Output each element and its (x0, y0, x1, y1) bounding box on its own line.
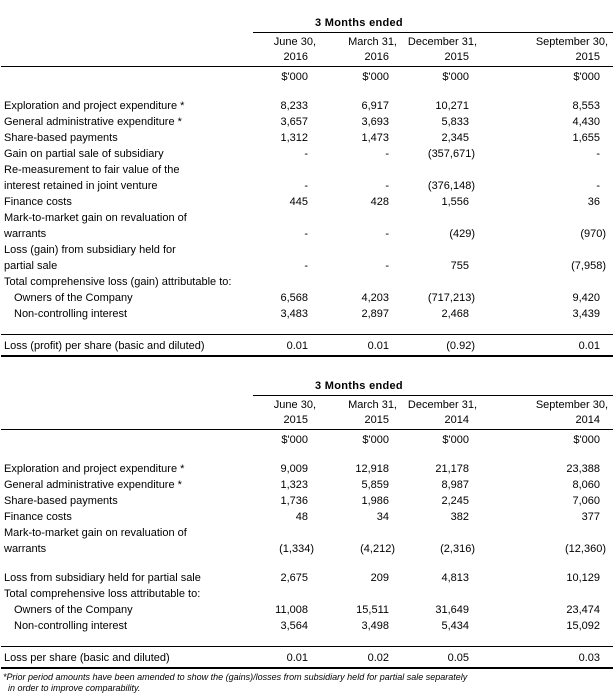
table-row (1, 273, 613, 289)
table-row (1, 601, 613, 617)
row-label: Mark-to-market gain on revaluation of (4, 527, 187, 539)
table-row (1, 97, 613, 113)
value-cell (321, 273, 402, 289)
column-date: June 30, (273, 399, 316, 411)
value-cell (321, 585, 402, 601)
value-cell (402, 585, 482, 601)
row-label: Finance costs (4, 196, 72, 208)
value-cell: 23,388 (566, 463, 600, 475)
value-cell: 48 (295, 511, 308, 523)
value-cell (482, 241, 613, 257)
value-cell: - (385, 180, 389, 192)
unit-label: $'000 (573, 71, 600, 83)
row-label-empty (1, 49, 253, 67)
table-row (1, 460, 613, 476)
spacer-row (1, 633, 613, 647)
per-share-value: 0.01 (482, 335, 613, 357)
row-label: Mark-to-market gain on revaluation of (4, 212, 187, 224)
value-cell (321, 209, 402, 225)
value-cell (482, 524, 613, 540)
value-cell: (376,148) (427, 180, 475, 192)
column-years-row (1, 412, 613, 430)
row-label: Owners of the Company (14, 292, 133, 304)
value-cell (253, 209, 321, 225)
table-row (1, 524, 613, 540)
column-year: 2016 (321, 49, 402, 67)
table-row (1, 585, 613, 601)
table-row (1, 209, 613, 225)
per-share-value: 0.02 (321, 647, 402, 669)
row-label: Finance costs (4, 511, 72, 523)
value-cell: 9,420 (572, 292, 600, 304)
row-label-empty (1, 430, 253, 448)
row-label: warrants (4, 228, 47, 240)
unit-label: $'000 (442, 434, 469, 446)
spacer-cell (1, 556, 613, 569)
period-header: 3 Months ended (253, 371, 613, 396)
spacer-cell (1, 633, 613, 647)
value-cell: 7,060 (572, 495, 600, 507)
table-row (1, 476, 613, 492)
value-cell (482, 161, 613, 177)
value-cell: 8,060 (572, 479, 600, 491)
value-cell: 2,468 (441, 308, 469, 320)
value-cell (321, 524, 402, 540)
value-cell: 382 (450, 511, 469, 523)
value-cell: 31,649 (435, 604, 469, 616)
value-cell: 8,987 (441, 479, 469, 491)
quarterly-results-table-2 (1, 371, 613, 669)
value-cell: 9,009 (280, 463, 308, 475)
footnote-line-1: *Prior period amounts have been amended to show the (gains)/losses from subsidiary held for partial sale separately (3, 672, 468, 682)
row-label: Owners of the Company (14, 604, 133, 616)
row-label-empty (1, 8, 253, 33)
column-year: 2015 (402, 49, 482, 67)
column-date: June 30, (273, 36, 316, 48)
value-cell: (357,671) (427, 148, 475, 160)
per-share-value: 0.01 (253, 647, 321, 669)
value-cell: 15,511 (356, 604, 389, 616)
value-cell: (429) (449, 228, 475, 240)
table-row (1, 193, 613, 209)
spacer-cell (1, 84, 613, 97)
value-cell: 10,271 (435, 100, 469, 112)
value-cell (253, 161, 321, 177)
table-row (1, 161, 613, 177)
row-label: interest retained in joint venture (4, 180, 158, 192)
row-label-empty (1, 396, 253, 413)
table-row (1, 508, 613, 524)
row-label: Gain on partial sale of subsidiary (4, 148, 164, 160)
row-label: Exploration and project expenditure * (4, 463, 185, 475)
row-label: Total comprehensive loss attributable to: (4, 588, 201, 600)
value-cell: 11,008 (275, 604, 308, 616)
per-share-value: 0.01 (253, 335, 321, 357)
spacer-row (1, 447, 613, 460)
value-cell: - (304, 180, 308, 192)
footnote (1, 672, 614, 694)
row-label-empty (1, 33, 253, 50)
value-cell: 3,483 (280, 308, 308, 320)
value-cell: 2,675 (280, 572, 308, 584)
value-cell: 1,986 (361, 495, 389, 507)
value-cell: 2,345 (441, 132, 469, 144)
column-date: March 31, (348, 399, 397, 411)
row-label: General administrative expenditure * (4, 479, 182, 491)
value-cell: - (304, 260, 308, 272)
value-cell (253, 585, 321, 601)
table-row (1, 113, 613, 129)
period-header-row (1, 8, 613, 33)
value-cell: 1,655 (572, 132, 600, 144)
value-cell (482, 209, 613, 225)
table-row (1, 257, 613, 273)
value-cell (402, 273, 482, 289)
per-share-row (1, 647, 613, 669)
value-cell: 2,245 (441, 495, 469, 507)
period-header-row (1, 371, 613, 396)
row-label: Non-controlling interest (14, 308, 128, 320)
per-share-value: 0.01 (321, 335, 402, 357)
column-dates-row (1, 396, 613, 413)
value-cell (482, 273, 613, 289)
value-cell: 8,233 (280, 100, 308, 112)
value-cell: (7,958) (571, 260, 606, 272)
row-label: Share-based payments (4, 495, 118, 507)
table-row (1, 289, 613, 305)
value-cell (321, 241, 402, 257)
value-cell: 5,859 (361, 479, 389, 491)
value-cell: (4,212) (360, 543, 395, 555)
value-cell: 1,323 (280, 479, 308, 491)
value-cell: 755 (450, 260, 469, 272)
unit-label: $'000 (281, 71, 308, 83)
per-share-label: Loss per share (basic and diluted) (1, 647, 253, 669)
value-cell: - (385, 148, 389, 160)
value-cell (402, 209, 482, 225)
value-cell (321, 161, 402, 177)
row-label: Re-measurement to fair value of the (4, 164, 180, 176)
value-cell: 3,657 (280, 116, 308, 128)
units-row (1, 67, 613, 85)
units-row (1, 430, 613, 448)
row-label-empty (1, 412, 253, 430)
value-cell: 3,439 (572, 308, 600, 320)
value-cell: 21,178 (435, 463, 469, 475)
value-cell: (717,213) (427, 292, 475, 304)
table-row (1, 241, 613, 257)
value-cell: (970) (580, 228, 606, 240)
value-cell (253, 273, 321, 289)
value-cell: 15,092 (566, 620, 600, 632)
value-cell (253, 241, 321, 257)
column-year: 2014 (482, 412, 613, 430)
column-date: September 30, (535, 399, 608, 411)
per-share-label: Loss (profit) per share (basic and diluted) (1, 335, 253, 357)
value-cell: - (304, 228, 308, 240)
value-cell: 36 (587, 196, 600, 208)
row-label: General administrative expenditure * (4, 116, 182, 128)
value-cell (402, 161, 482, 177)
spacer-cell (1, 447, 613, 460)
value-cell: 428 (370, 196, 389, 208)
quarterly-tables-host (1, 8, 614, 669)
unit-label: $'000 (442, 71, 469, 83)
value-cell: (1,334) (279, 543, 314, 555)
column-year: 2016 (253, 49, 321, 67)
value-cell: 4,430 (572, 116, 600, 128)
value-cell: 6,568 (280, 292, 308, 304)
table-row (1, 569, 613, 585)
quarterly-results-table-1 (1, 8, 613, 357)
column-date: December 31, (407, 36, 477, 48)
value-cell: 6,917 (361, 100, 389, 112)
value-cell: 2,897 (361, 308, 389, 320)
value-cell: 377 (581, 511, 600, 523)
value-cell: 4,813 (441, 572, 469, 584)
column-year: 2015 (482, 49, 613, 67)
row-label: Share-based payments (4, 132, 118, 144)
table-row (1, 145, 613, 161)
value-cell: 445 (289, 196, 308, 208)
value-cell: - (596, 148, 600, 160)
column-year: 2015 (321, 412, 402, 430)
column-date: December 31, (407, 399, 477, 411)
per-share-row (1, 335, 613, 357)
value-cell: 34 (376, 511, 389, 523)
row-label-empty (1, 67, 253, 85)
value-cell: - (385, 228, 389, 240)
row-label: Non-controlling interest (14, 620, 128, 632)
period-header: 3 Months ended (253, 8, 613, 33)
spacer-cell (1, 321, 613, 335)
value-cell: 5,434 (441, 620, 469, 632)
value-cell: (12,360) (565, 543, 606, 555)
table-row (1, 617, 613, 633)
value-cell: 1,473 (361, 132, 389, 144)
value-cell: 209 (370, 572, 389, 584)
value-cell: 10,129 (566, 572, 600, 584)
value-cell: - (596, 180, 600, 192)
per-share-value: 0.03 (482, 647, 613, 669)
spacer-row (1, 321, 613, 335)
value-cell: (2,316) (440, 543, 475, 555)
footnote-line-2: in order to improve comparability. (8, 683, 141, 693)
value-cell: 3,498 (361, 620, 389, 632)
unit-label: $'000 (573, 434, 600, 446)
value-cell: 23,474 (566, 604, 600, 616)
row-label: Exploration and project expenditure * (4, 100, 185, 112)
value-cell: 1,556 (441, 196, 469, 208)
value-cell: 12,918 (355, 463, 389, 475)
value-cell (253, 524, 321, 540)
unit-label: $'000 (362, 71, 389, 83)
value-cell: - (385, 260, 389, 272)
value-cell: 5,833 (441, 116, 469, 128)
value-cell (402, 241, 482, 257)
value-cell: 3,564 (280, 620, 308, 632)
table-row (1, 492, 613, 508)
table-row (1, 177, 613, 193)
column-date: March 31, (348, 36, 397, 48)
value-cell: 1,312 (280, 132, 308, 144)
row-label: Loss from subsidiary held for partial sale (4, 572, 201, 584)
unit-label: $'000 (281, 434, 308, 446)
row-label: Loss (gain) from subsidiary held for (4, 244, 176, 256)
table-row (1, 129, 613, 145)
value-cell: 3,693 (361, 116, 389, 128)
value-cell (482, 585, 613, 601)
column-year: 2014 (402, 412, 482, 430)
row-label: warrants (4, 543, 47, 555)
table-row (1, 225, 613, 241)
column-dates-row (1, 33, 613, 50)
column-years-row (1, 49, 613, 67)
column-date: September 30, (535, 36, 608, 48)
value-cell: - (304, 148, 308, 160)
spacer-row (1, 556, 613, 569)
unit-label: $'000 (362, 434, 389, 446)
table-row (1, 540, 613, 556)
per-share-value: 0.05 (402, 647, 482, 669)
row-label: Total comprehensive loss (gain) attributable to: (4, 276, 232, 288)
value-cell: 8,553 (572, 100, 600, 112)
per-share-value: (0.92) (402, 335, 482, 357)
table-row (1, 305, 613, 321)
value-cell: 1,736 (280, 495, 308, 507)
row-label-empty (1, 371, 253, 396)
column-year: 2015 (253, 412, 321, 430)
value-cell (402, 524, 482, 540)
spacer-row (1, 84, 613, 97)
row-label: partial sale (4, 260, 58, 272)
value-cell: 4,203 (361, 292, 389, 304)
